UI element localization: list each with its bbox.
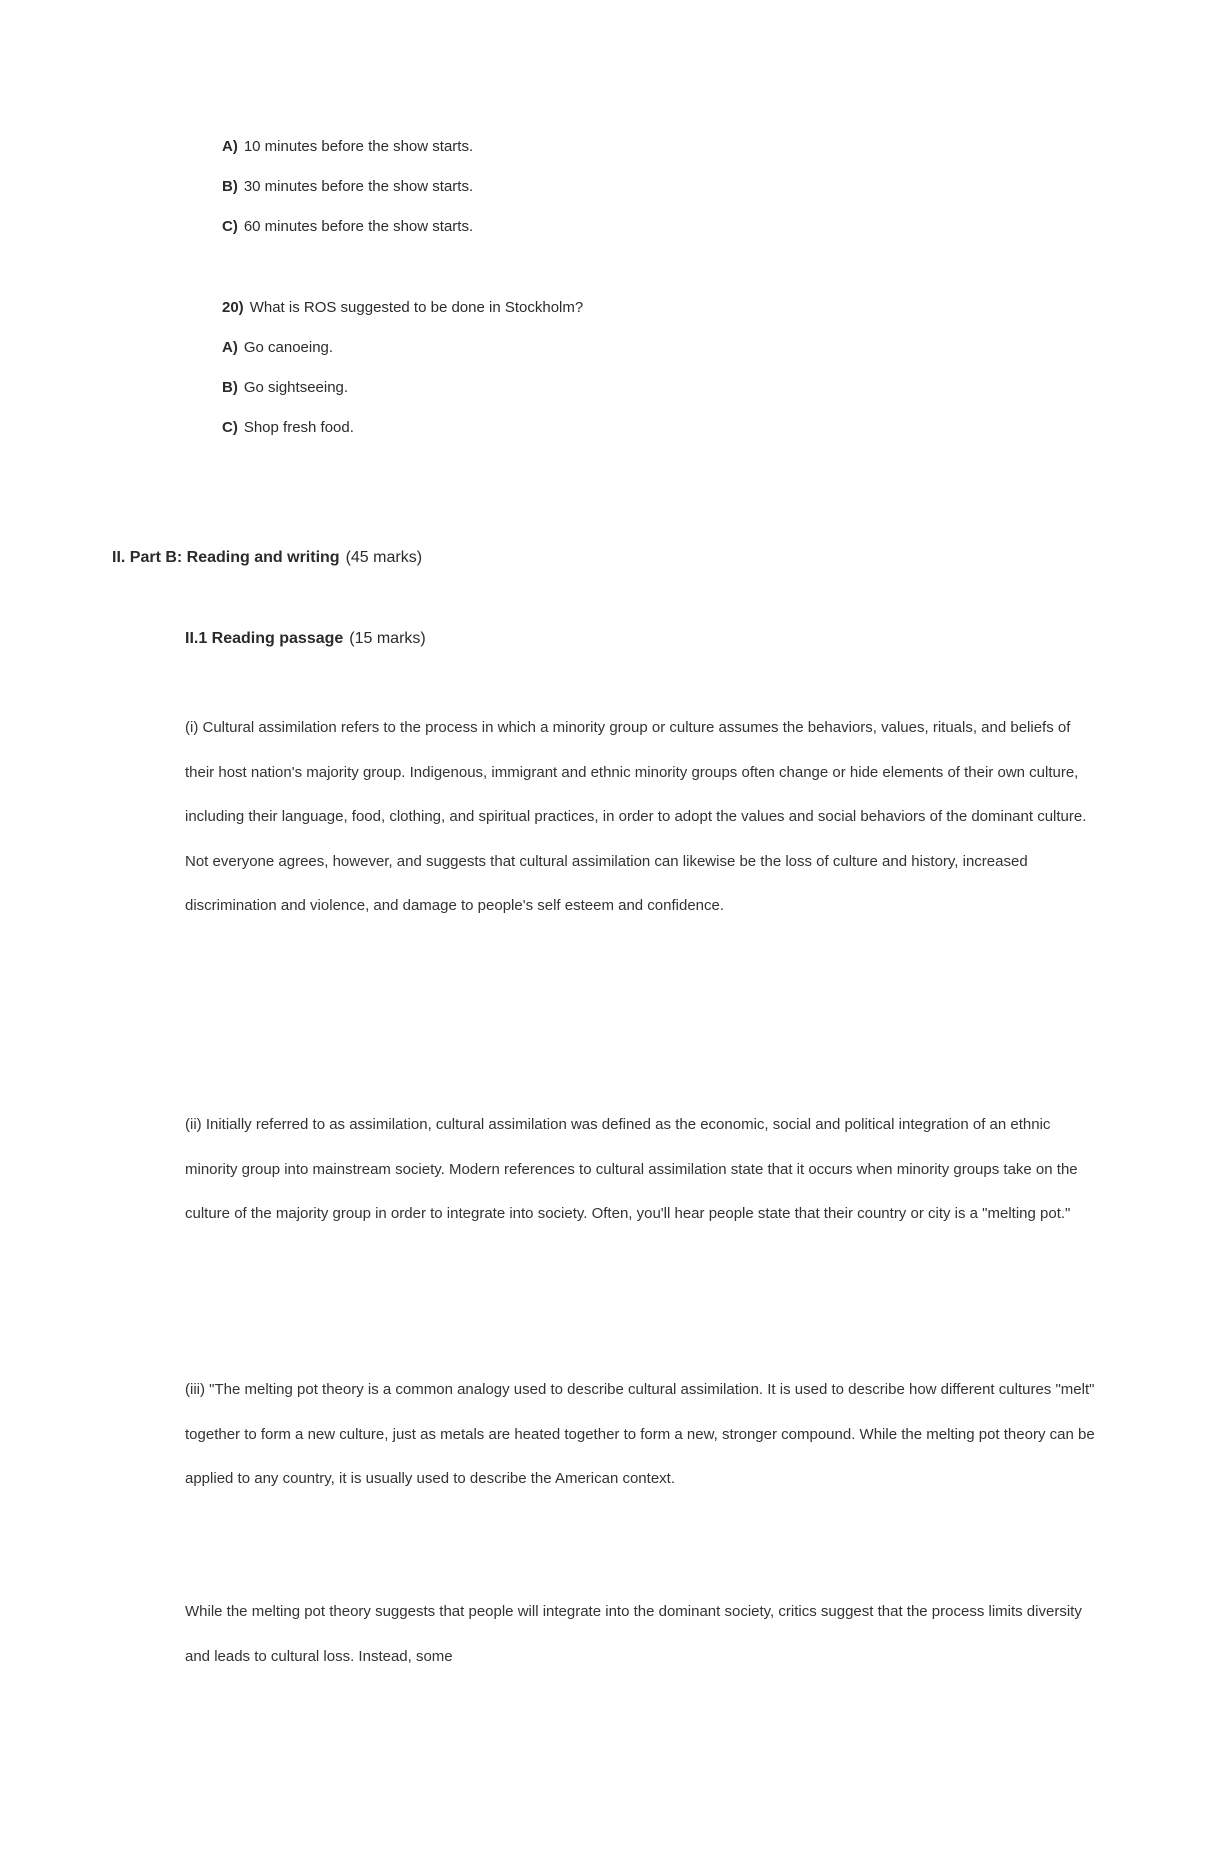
question-text: What is ROS suggested to be done in Stockholm? [249, 299, 584, 316]
option-text: Go canoeing. [243, 339, 334, 356]
option-a [222, 137, 473, 157]
part-title: II. Part B: Reading and writing [112, 549, 340, 566]
option-letter: B) [222, 178, 238, 195]
option-letter: C) [222, 419, 238, 436]
question-option-b [222, 378, 348, 398]
paragraph-2: (ii) Initially referred to as assimilation, cultural assimilation was defined as the economic, social and political integration of an ethnic minority group into mainstream society. Modern references to cultural assimilation state that it occurs when minority groups take on the culture of the majority group in order to integrate into society. Often, you'll hear people state that their country or city is a "melting pot." [185, 1116, 1078, 1222]
option-text: 60 minutes before the show starts. [243, 218, 474, 235]
question-20 [222, 298, 583, 318]
question-number: 20) [222, 299, 244, 316]
option-text: 30 minutes before the show starts. [243, 178, 474, 195]
option-text: Shop fresh food. [243, 419, 354, 436]
section-marks: (15 marks) [349, 630, 426, 647]
part-heading [112, 547, 422, 569]
option-b [222, 177, 473, 197]
question-option-c [222, 418, 354, 438]
option-letter: C) [222, 218, 238, 235]
option-text: 10 minutes before the show starts. [243, 138, 474, 155]
question-option-a [222, 338, 333, 358]
option-c [222, 217, 473, 237]
option-text: Go sightseeing. [243, 379, 349, 396]
option-letter: A) [222, 138, 238, 155]
paragraph-4: While the melting pot theory suggests that people will integrate into the dominant society, critics suggest that the process limits diversity and leads to cultural loss. Instead, some [185, 1603, 1082, 1665]
paragraph-3: (iii) "The melting pot theory is a common analogy used to describe cultural assimilation. It is used to describe how different cultures "melt" together to form a new culture, just as metals are heated together to form a new, stronger compound. While the melting pot theory can be applied to any country, it is usually used to describe the American context. [185, 1381, 1095, 1487]
paragraph-1: (i) Cultural assimilation refers to the process in which a minority group or culture assumes the behaviors, values, rituals, and beliefs of their host nation's majority group. Indigenous, immigrant and ethnic minority groups often change or hide elements of their own culture, including their language, food, clothing, and spiritual practices, in order to adopt the values and social behaviors of the dominant culture. Not everyone agrees, however, and suggests that cultural assimilation can likewise be the loss of culture and history, increased discrimination and violence, and damage to people's self esteem and confidence. [185, 719, 1087, 914]
section-heading [185, 628, 426, 650]
option-letter: A) [222, 339, 238, 356]
section-title: II.1 Reading passage [185, 630, 344, 647]
option-letter: B) [222, 379, 238, 396]
part-marks: (45 marks) [345, 549, 423, 566]
